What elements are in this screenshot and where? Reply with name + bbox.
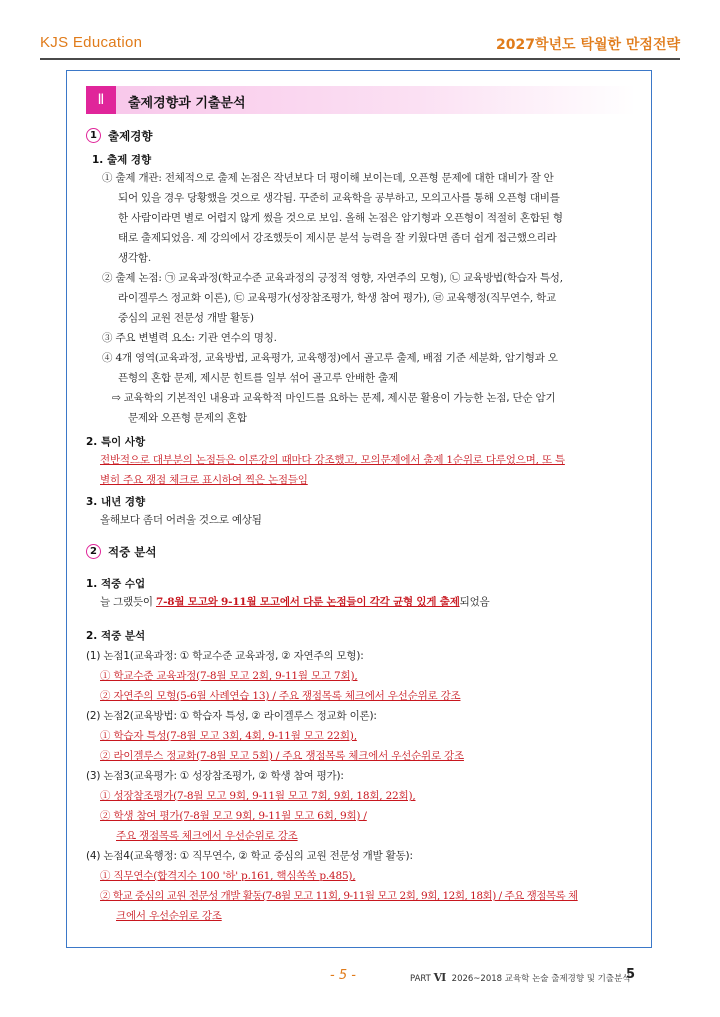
- footer-page-num: 5: [626, 967, 636, 982]
- group-heading: (2) 논점2(교육방법: ① 학습자 특성, ② 라이겔루스 정교화 이론):: [86, 710, 377, 722]
- part2-sub1-prefix: 늘 그랬듯이: [100, 596, 156, 608]
- group-item: ① 성장참조평가(7-8월 모고 9회, 9-11월 모고 7회, 9회, 18회, 22회),: [100, 790, 416, 802]
- part1-sub1-line: ① 출제 개관: 전체적으로 출제 논점은 작년보다 더 평이해 보이는데, 오픈형 문제에 대한 대비가 잘 안: [102, 172, 554, 184]
- group-item: ① 직무연수(합격지수 100 '하' p.161, 핵심쏙쏙 p.485),: [100, 870, 356, 882]
- part1-sub1-line: ③ 주요 변별력 요소: 기관 연수의 명칭.: [102, 332, 277, 344]
- footer-part-label: PART: [410, 974, 431, 984]
- part1-sub1-line: 되어 있을 경우 당황했을 것으로 생각됨. 꾸준히 교육학을 공부하고, 모의고사를 통해 오픈형 대비를: [118, 192, 560, 204]
- part1-sub3-title: 3. 내년 경향: [86, 496, 146, 508]
- group-item: ② 라이겔루스 정교화(7-8월 모고 5회) / 주요 쟁점목록 체크에서 우선순위로 강조: [100, 750, 464, 762]
- part1-sub2-line: 전반적으로 대부분의 논점들은 이론강의 때마다 강조했고, 모의문제에서 출제 1순위로 다루었으며, 또 특: [100, 454, 565, 466]
- group-heading: (4) 논점4(교육행정: ① 직무연수, ② 학교 중심의 교원 전문성 개발 활동):: [86, 850, 413, 862]
- group-item: ① 학습자 특성(7-8월 모고 3회, 4회, 9-11월 모고 22회),: [100, 730, 357, 742]
- part1-sub1-line: 생각함.: [118, 252, 151, 264]
- part1-sub1-title: 1. 출제 경향: [92, 154, 152, 166]
- group-item: ② 학생 참여 평가(7-8월 모고 9회, 9-11월 모고 6회, 9회) /: [100, 810, 367, 822]
- header-left: KJS Education: [40, 34, 143, 51]
- part1-sub1-line: 라이겔루스 정교화 이론), ㉢ 교육평가(성장참조평가, 학생 참여 평가), ㉣ 교육행정(직무연수, 학교: [118, 292, 557, 304]
- group-heading: (3) 논점3(교육평가: ① 성장참조평가, ② 학생 참여 평가):: [86, 770, 344, 782]
- group-item: ② 학교 중심의 교원 전문성 개발 활동(7-8월 모고 11회, 9-11월 모고 2회, 9회, 12회, 18회) / 주요 쟁점목록 체: [100, 890, 578, 902]
- part2-sub1-suffix: 되었음: [459, 596, 490, 608]
- footer-part-desc: 2026~2018 교육학 논술 출제경향 및 기출분석: [451, 974, 631, 984]
- group-item: 주요 쟁점목록 체크에서 우선순위로 강조: [116, 830, 298, 842]
- part1-sub3-text: 올해보다 좀더 어려울 것으로 예상됨: [100, 514, 262, 526]
- part1-sub2-title: 2. 특이 사항: [86, 436, 146, 448]
- group-item: ① 학교수준 교육과정(7-8월 모고 2회, 9-11월 모고 7회),: [100, 670, 358, 682]
- part2-sub1-text: [100, 594, 489, 609]
- part1-sub1-line: ② 출제 논점: ㉠ 교육과정(학교수준 교육과정의 긍정적 영향, 자연주의 모형), ㉡ 교육방법(학습자 특성,: [102, 272, 563, 284]
- part2-sub1-highlight: 7-8월 모고와 9-11월 모고에서 다룬 논점들이 각각 균형 있게 출제: [156, 596, 460, 608]
- section-title: 출제경향과 기출분석: [128, 96, 246, 111]
- part1-sub1-line: 한 사람이라면 별로 어렵지 않게 썼을 것으로 보임. 올해 논점은 암기형과 오픈형이 적절히 혼합된 형: [118, 212, 563, 224]
- section-roman: Ⅱ: [86, 86, 116, 114]
- part1-sub1-line: 픈형의 혼합 문제, 제시문 힌트를 일부 섞어 골고루 안배한 출제: [118, 372, 398, 384]
- header-rule: [40, 58, 680, 60]
- part1-sub1-line: 태로 출제되었음. 제 강의에서 강조했듯이 제시문 분석 능력을 잘 키웠다면 좀더 쉽게 접근했으리라: [118, 232, 557, 244]
- footer-page: - 5 -: [330, 968, 356, 983]
- group-item: 크에서 우선순위로 강조: [116, 910, 222, 922]
- footer-part-num: Ⅵ: [433, 971, 447, 984]
- group-heading: (1) 논점1(교육과정: ① 학교수준 교육과정, ② 자연주의 모형):: [86, 650, 364, 662]
- part1-badge: 1: [86, 128, 101, 143]
- part1-sub2-line: 별히 주요 쟁점 체크로 표시하여 찍은 논점들임: [100, 474, 308, 486]
- header-right: 2027학년도 탁월한 만점전략: [496, 37, 680, 53]
- part2-title: 적중 분석: [108, 545, 157, 559]
- part1-sub1-line: 문제와 오픈형 문제의 혼합: [128, 412, 247, 424]
- part1-sub1-line: 중심의 교원 전문성 개발 활동): [118, 312, 254, 324]
- part1-title: 출제경향: [108, 129, 153, 143]
- part2-sub2-title: 2. 적중 분석: [86, 630, 146, 642]
- group-item: ② 자연주의 모형(5-6월 사례연습 13) / 주요 쟁점목록 체크에서 우선순위로 강조: [100, 690, 461, 702]
- part2-sub1-title: 1. 적중 수업: [86, 578, 146, 590]
- part1-sub1-line: ④ 4개 영역(교육과정, 교육방법, 교육평가, 교육행정)에서 골고루 출제, 배점 기준 세분화, 암기형과 오: [102, 352, 558, 364]
- part1-sub1-line: ⇨ 교육학의 기본적인 내용과 교육학적 마인드를 요하는 문제, 제시문 활용이 가능한 논점, 단순 암기: [112, 392, 556, 404]
- part2-badge: 2: [86, 544, 101, 559]
- footer-part: [410, 971, 631, 984]
